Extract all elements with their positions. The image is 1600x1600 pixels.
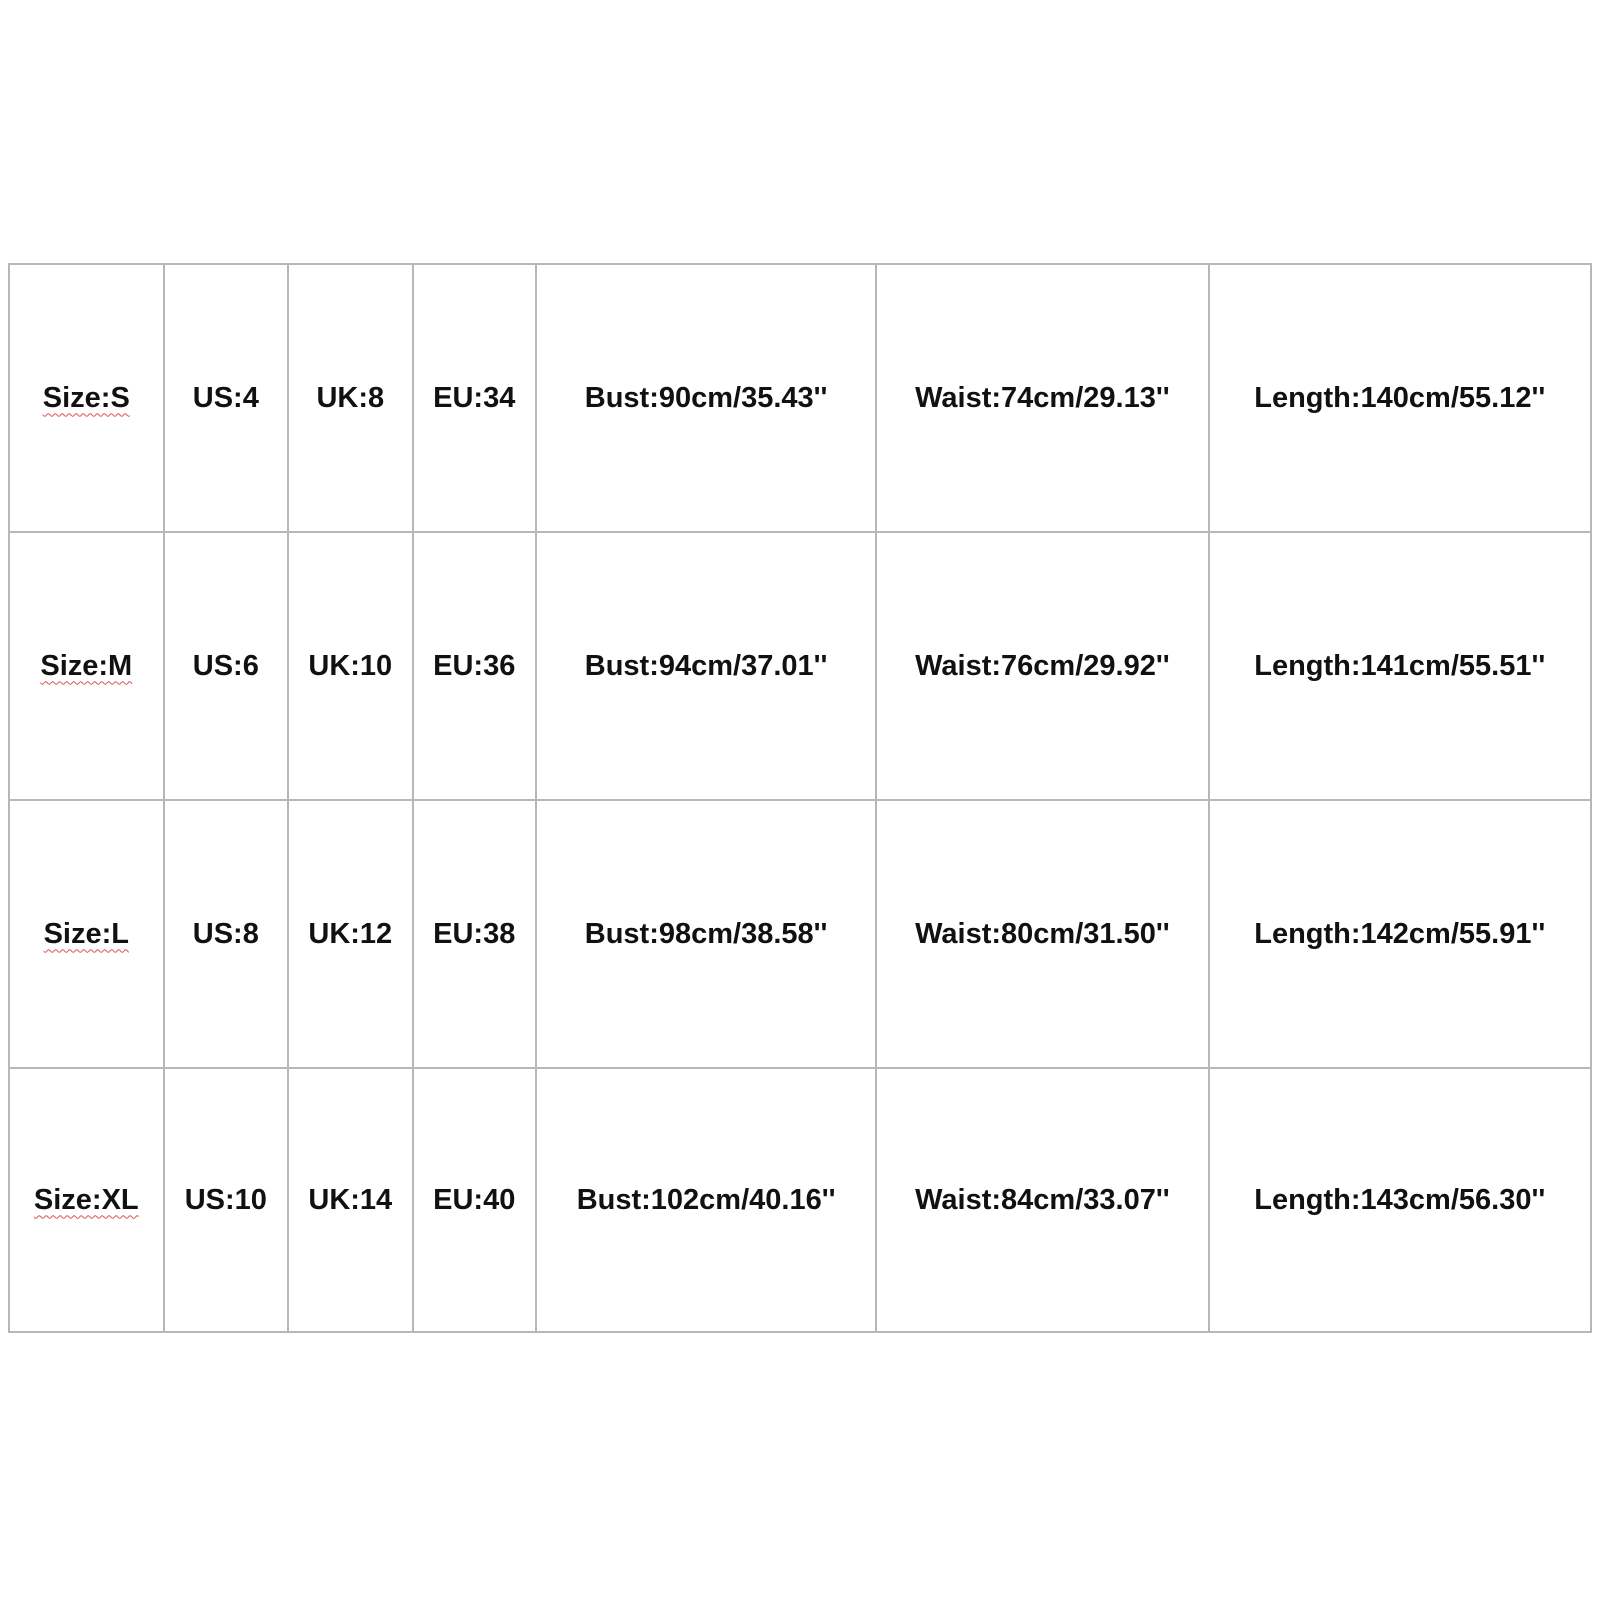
table-row-s <box>9 264 1591 532</box>
uk-size-cell: UK:12 <box>288 800 412 1068</box>
size-cell <box>9 800 164 1068</box>
table-row-m <box>9 532 1591 800</box>
size-cell <box>9 532 164 800</box>
waist-cell: Waist:76cm/29.92'' <box>876 532 1208 800</box>
size-chart-table <box>8 263 1592 1333</box>
uk-size-cell: UK:10 <box>288 532 412 800</box>
size-cell <box>9 264 164 532</box>
eu-size-cell: EU:34 <box>413 264 536 532</box>
size-label: Size:M <box>40 649 133 682</box>
table-row-l <box>9 800 1591 1068</box>
bust-cell: Bust:90cm/35.43'' <box>536 264 876 532</box>
us-size-cell: US:4 <box>164 264 288 532</box>
waist-cell: Waist:74cm/29.13'' <box>876 264 1208 532</box>
eu-size-cell: EU:40 <box>413 1068 536 1332</box>
uk-size-cell: UK:8 <box>288 264 412 532</box>
us-size-cell: US:10 <box>164 1068 288 1332</box>
size-label: Size:XL <box>33 1183 139 1216</box>
size-label: Size:L <box>43 917 129 950</box>
length-cell: Length:143cm/56.30'' <box>1209 1068 1592 1332</box>
waist-cell: Waist:80cm/31.50'' <box>876 800 1208 1068</box>
us-size-cell: US:6 <box>164 532 288 800</box>
us-size-cell: US:8 <box>164 800 288 1068</box>
eu-size-cell: EU:38 <box>413 800 536 1068</box>
size-label: Size:S <box>42 381 130 414</box>
bust-cell: Bust:94cm/37.01'' <box>536 532 876 800</box>
eu-size-cell: EU:36 <box>413 532 536 800</box>
length-cell: Length:141cm/55.51'' <box>1209 532 1592 800</box>
bust-cell: Bust:98cm/38.58'' <box>536 800 876 1068</box>
size-cell <box>9 1068 164 1332</box>
length-cell: Length:140cm/55.12'' <box>1209 264 1592 532</box>
bust-cell: Bust:102cm/40.16'' <box>536 1068 876 1332</box>
waist-cell: Waist:84cm/33.07'' <box>876 1068 1208 1332</box>
table-row-xl <box>9 1068 1591 1332</box>
uk-size-cell: UK:14 <box>288 1068 412 1332</box>
length-cell: Length:142cm/55.91'' <box>1209 800 1592 1068</box>
